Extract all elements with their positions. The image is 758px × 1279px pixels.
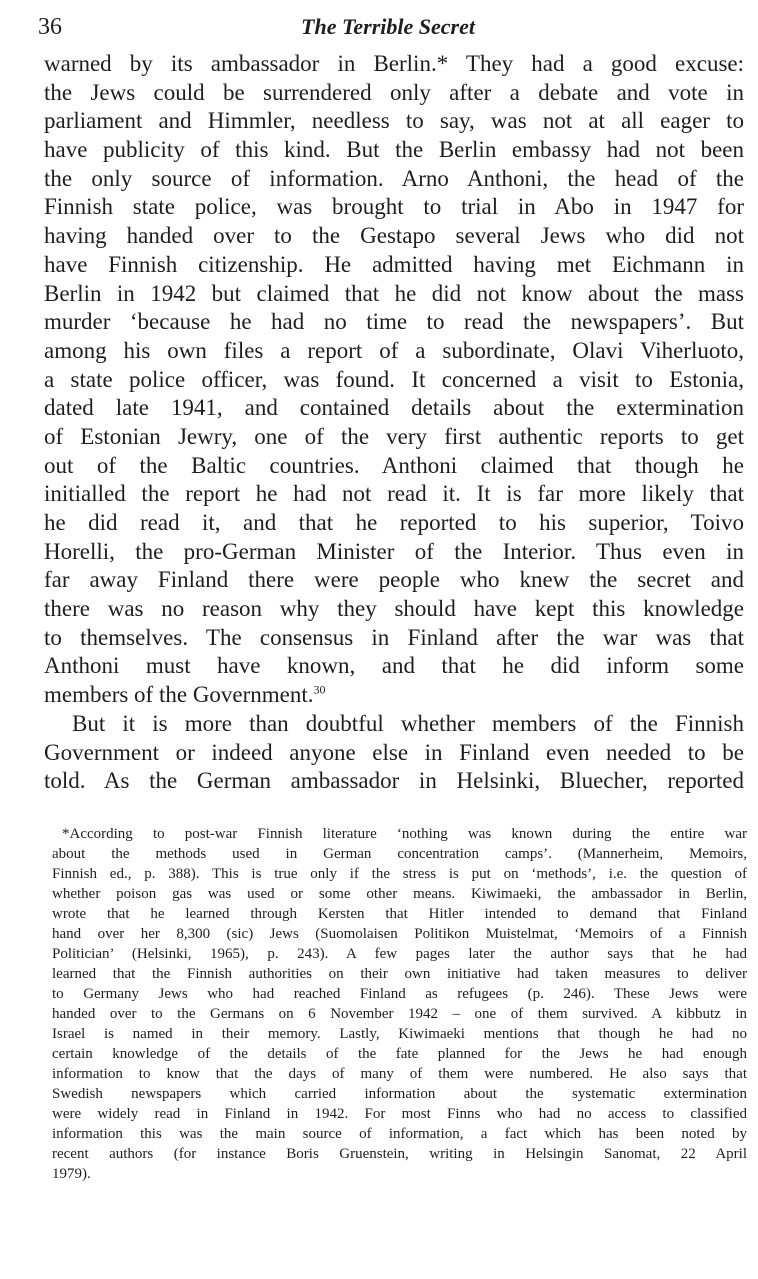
- body-line: to themselves. The consensus in Finland after the war was that: [44, 624, 744, 650]
- footnote-line: information this was the main source of information, a fact which has been noted by: [52, 1126, 747, 1142]
- body-line: there was no reason why they should have kept this knowledge: [44, 596, 744, 622]
- body-line: [44, 681, 744, 710]
- body-line: the Jews could be surrendered only after a debate and vote in: [44, 79, 744, 105]
- body-line: Government or indeed anyone else in Finland even needed to be: [44, 739, 744, 765]
- body-line: dated late 1941, and contained details about the extermination: [44, 395, 744, 421]
- body-line: have publicity of this kind. But the Berlin embassy had not been: [44, 137, 744, 163]
- body-line: warned by its ambassador in Berlin.* They had a good excuse:: [44, 51, 744, 76]
- body-line: parliament and Himmler, needless to say, was not at all eager to: [44, 108, 744, 134]
- footnote-line: Politician’ (Helsinki, 1965), p. 243). A few pages later the author says that he had: [52, 946, 747, 962]
- footnote-line: Swedish newspapers which carried information about the systematic extermination: [52, 1086, 747, 1102]
- body-line: having handed over to the Gestapo several Jews who did not: [44, 223, 744, 249]
- body-line: among his own files a report of a subordinate, Olavi Viherluoto,: [44, 337, 744, 363]
- running-title: The Terrible Secret: [301, 14, 475, 39]
- footnote-line: hand over her 8,300 (sic) Jews (Suomolaisen Politikon Muistelmat, ‘Memoirs of a Finnish: [52, 926, 747, 942]
- footnote-line: were widely read in Finland in 1942. For most Finns who had no access to classified: [52, 1106, 747, 1122]
- endnote-ref: 30: [313, 682, 326, 697]
- body-line: told. As the German ambassador in Helsinki, Bluecher, reported: [44, 768, 744, 794]
- footnote-line: certain knowledge of the details of the fate planned for the Jews he had enough: [52, 1046, 747, 1062]
- body-line-text: members of the Government.: [44, 682, 314, 708]
- footnote-line: to Germany Jews who had reached Finland as refugees (p. 246). These Jews were: [52, 986, 747, 1002]
- body-line: far away Finland there were people who knew the secret and: [44, 567, 744, 593]
- body-line: Horelli, the pro-German Minister of the Interior. Thus even in: [44, 538, 744, 564]
- footnote-line: learned that the Finnish authorities on their own initiative had taken measures to deliver: [52, 966, 747, 982]
- footnote-line: whether poison gas was used or some other means. Kiwimaeki, the ambassador in Berlin,: [52, 886, 747, 902]
- body-line: the only source of information. Arno Anthoni, the head of the: [44, 165, 744, 191]
- footnote-line: wrote that he learned through Kersten that Hitler intended to demand that Finland: [52, 906, 747, 922]
- footnote-line: information to know that the days of many of them were numbered. He also says that: [52, 1066, 747, 1082]
- page-header: [38, 8, 738, 42]
- footnote-line: Finnish ed., p. 388). This is true only if the stress is put on ‘methods’, i.e. the question of: [52, 866, 747, 882]
- footnote-line: 1979).: [52, 1166, 91, 1182]
- body-line: have Finnish citizenship. He admitted having met Eichmann in: [44, 251, 744, 277]
- footnote-line: handed over to the Germans on 6 November 1942 – one of them survived. A kibbutz in: [52, 1006, 747, 1022]
- body-line: Berlin in 1942 but claimed that he did not know about the mass: [44, 280, 744, 306]
- body-line: of Estonian Jewry, one of the very first authentic reports to get: [44, 423, 744, 449]
- footnote-line: about the methods used in German concentration camps’. (Mannerheim, Memoirs,: [52, 846, 747, 862]
- body-line: Anthoni must have known, and that he did inform some: [44, 653, 744, 679]
- footnote: [52, 824, 747, 1184]
- body-text: [44, 50, 744, 796]
- footnote-line: recent authors (for instance Boris Gruenstein, writing in Helsingin Sanomat, 22 April: [52, 1146, 747, 1162]
- footnote-line: Israel is named in their memory. Lastly, Kiwimaeki mentions that though he had no: [52, 1026, 747, 1042]
- page-number: 36: [38, 14, 62, 40]
- body-line: a state police officer, was found. It concerned a visit to Estonia,: [44, 366, 744, 392]
- body-line: out of the Baltic countries. Anthoni claimed that though he: [44, 452, 744, 478]
- body-line: initialled the report he had not read it. It is far more likely that: [44, 481, 744, 507]
- body-line: Finnish state police, was brought to trial in Abo in 1947 for: [44, 194, 744, 220]
- body-line: But it is more than doubtful whether members of the Finnish: [72, 710, 744, 736]
- footnote-line: *According to post-war Finnish literature ‘nothing was known during the entire war: [62, 826, 747, 842]
- body-line: he did read it, and that he reported to his superior, Toivo: [44, 510, 744, 535]
- body-line: murder ‘because he had no time to read the newspapers’. But: [44, 309, 744, 335]
